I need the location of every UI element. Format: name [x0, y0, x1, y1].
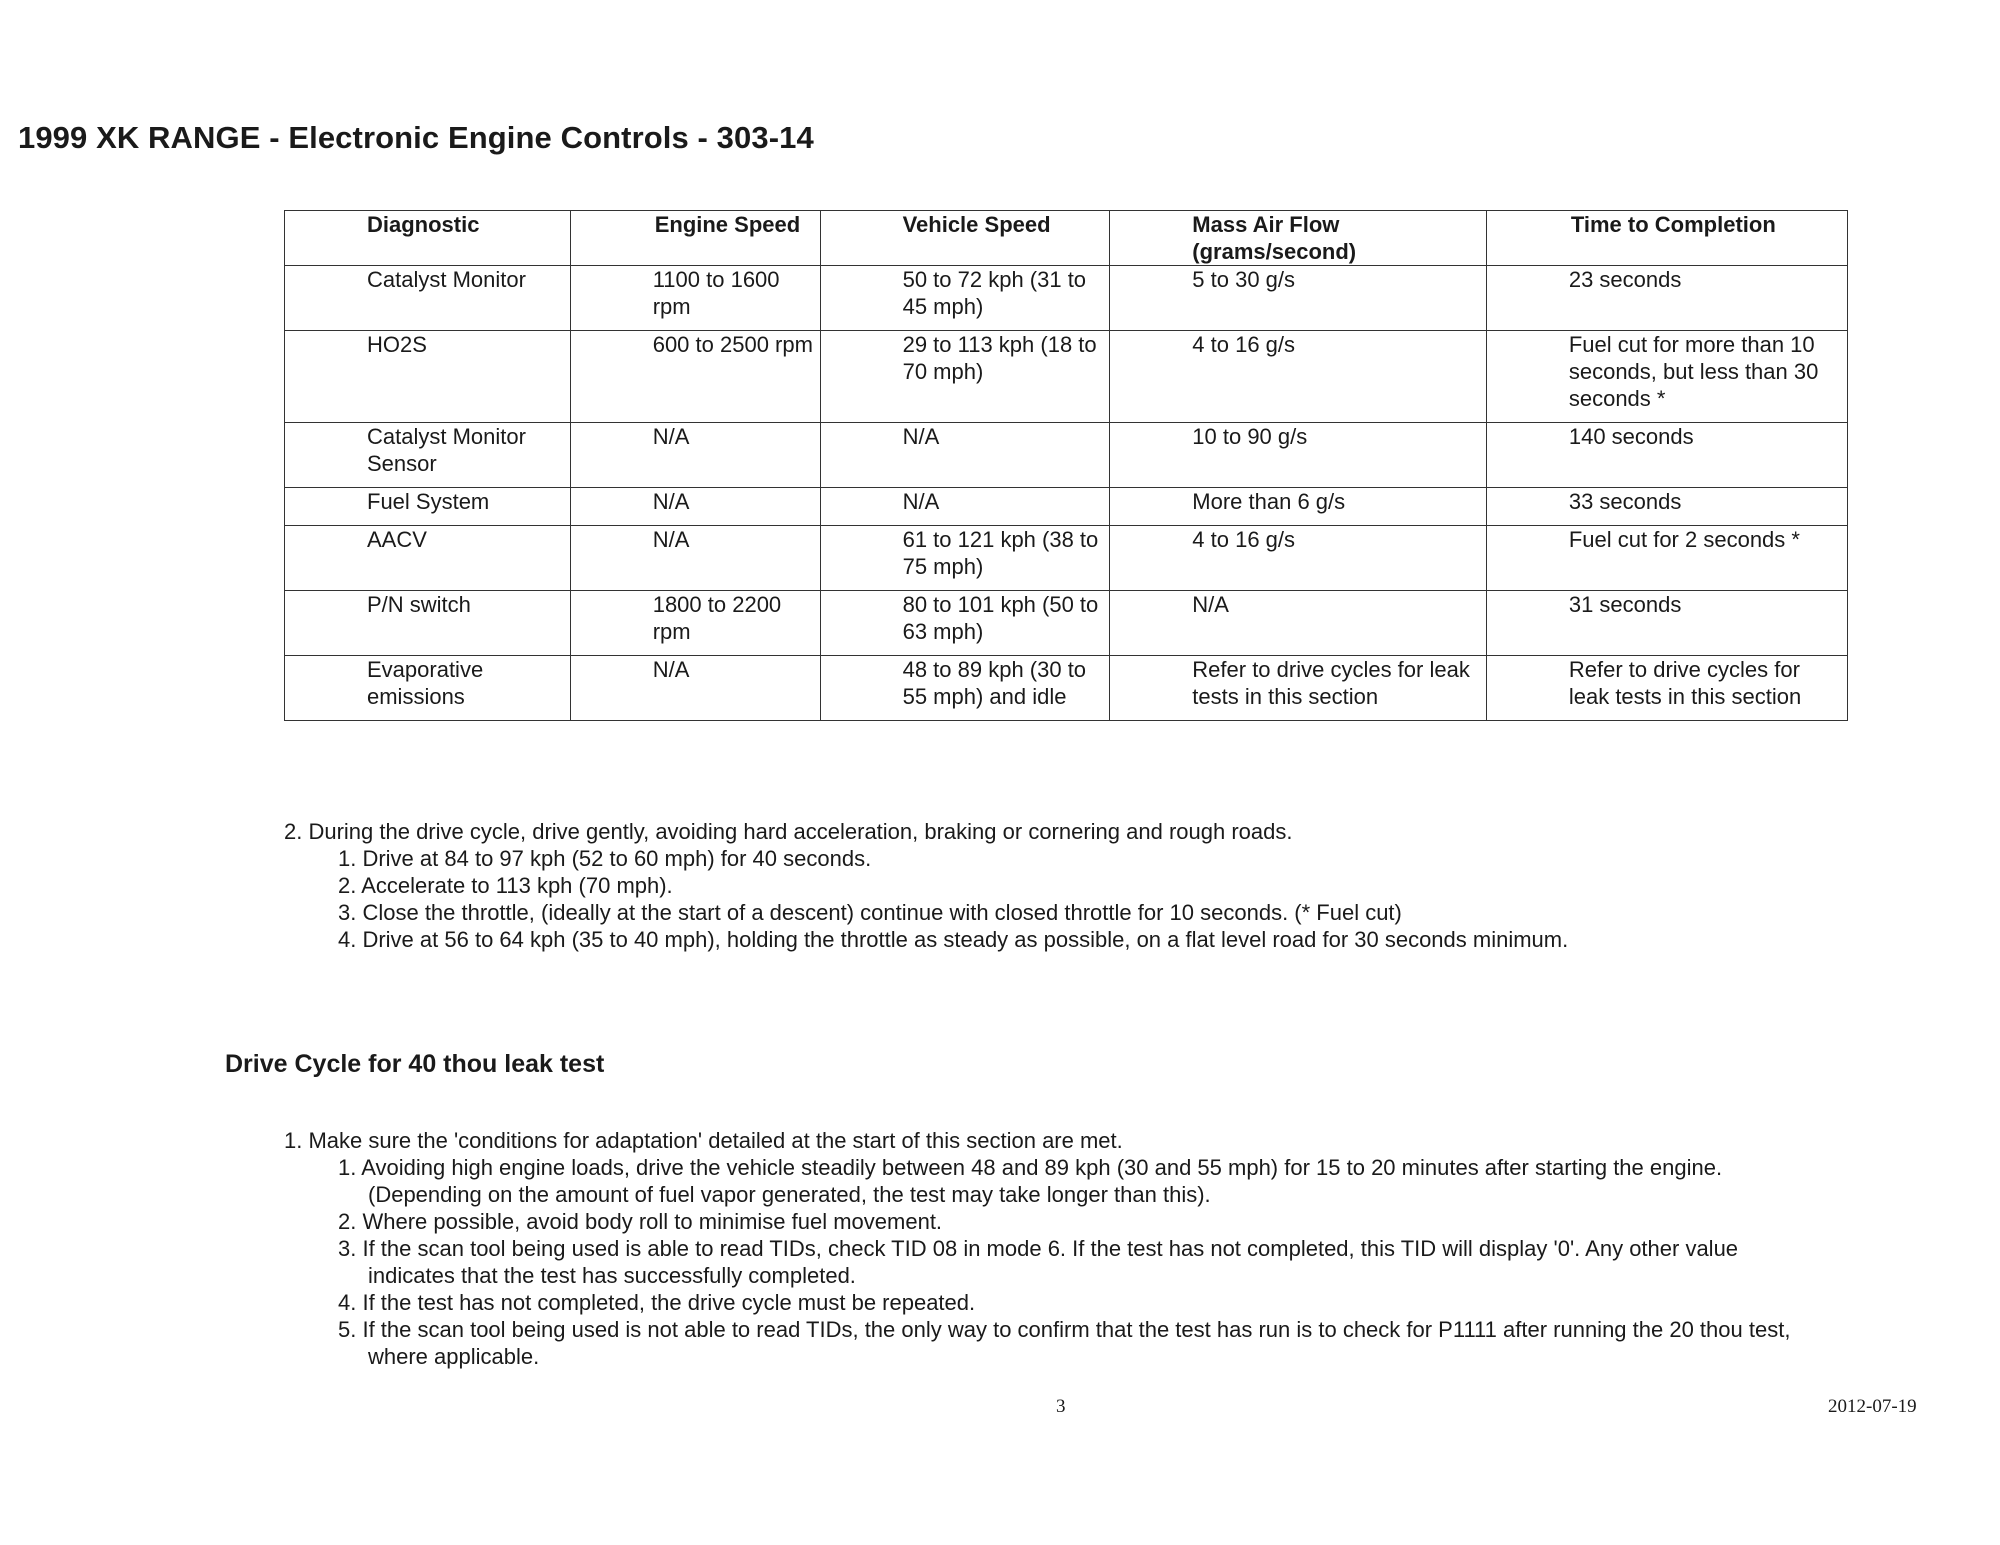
table-cell: 1100 to 1600 rpm: [570, 266, 820, 331]
table-cell: 5 to 30 g/s: [1110, 266, 1487, 331]
column-header-mass-air-flow: Mass Air Flow (grams/second): [1110, 211, 1487, 266]
table-cell: AACV: [285, 526, 571, 591]
table-cell: 23 seconds: [1486, 266, 1847, 331]
drive-cycle-instructions: [284, 818, 1568, 953]
table-cell: P/N switch: [285, 591, 571, 656]
table-cell: 4 to 16 g/s: [1110, 331, 1487, 423]
table-cell: N/A: [820, 423, 1110, 488]
table-cell: Evaporative emissions: [285, 656, 571, 721]
table-row: [285, 266, 1848, 331]
column-header-diagnostic: Diagnostic: [285, 211, 571, 266]
table-cell: 600 to 2500 rpm: [570, 331, 820, 423]
table-cell: Catalyst Monitor Sensor: [285, 423, 571, 488]
column-header-time-to-completion: Time to Completion: [1486, 211, 1847, 266]
table-cell: 31 seconds: [1486, 591, 1847, 656]
list-item: 1. Avoiding high engine loads, drive the vehicle steadily between 48 and 89 kph (30 and 55 mph) for 15 to 20 minutes after starting the engine.: [338, 1155, 1723, 1180]
table-row: [285, 591, 1848, 656]
list-item: 5. If the scan tool being used is not able to read TIDs, the only way to confirm that the test has run is to check for P1111 after running the 20 thou test,: [338, 1317, 1791, 1342]
table-cell: N/A: [1110, 591, 1487, 656]
table-row: [285, 488, 1848, 526]
table-cell: Refer to drive cycles for leak tests in this section: [1110, 656, 1487, 721]
diagnostic-table: [284, 210, 1848, 721]
table-cell: N/A: [570, 423, 820, 488]
table-cell: Fuel System: [285, 488, 571, 526]
table-cell: Fuel cut for 2 seconds *: [1486, 526, 1847, 591]
table-cell: Fuel cut for more than 10 seconds, but less than 30 seconds *: [1486, 331, 1847, 423]
list-item: 2. Where possible, avoid body roll to minimise fuel movement.: [338, 1209, 943, 1234]
table-cell: N/A: [570, 656, 820, 721]
table-cell: 10 to 90 g/s: [1110, 423, 1487, 488]
column-header-engine-speed: Engine Speed: [570, 211, 820, 266]
table-header-row: [285, 211, 1848, 266]
drive-cycle-step-list: [284, 845, 1568, 953]
list-item-continuation: indicates that the test has successfully completed.: [368, 1263, 856, 1288]
table-row: [285, 526, 1848, 591]
table-row: [285, 656, 1848, 721]
column-header-vehicle-speed: Vehicle Speed: [820, 211, 1110, 266]
table-cell: Catalyst Monitor: [285, 266, 571, 331]
list-item: 3. Close the throttle, (ideally at the start of a descent) continue with closed throttle for 10 seconds. (* Fuel cut): [338, 900, 1402, 925]
list-item-continuation: (Depending on the amount of fuel vapor generated, the test may take longer than this).: [368, 1182, 1211, 1207]
list-item: 4. Drive at 56 to 64 kph (35 to 40 mph), holding the throttle as steady as possible, on a flat level road for 30 seconds minimum.: [338, 927, 1569, 952]
leak-test-intro: 1. Make sure the 'conditions for adaptation' detailed at the start of this section are met.: [284, 1128, 1123, 1153]
list-item: 2. Accelerate to 113 kph (70 mph).: [338, 873, 673, 898]
list-item: 4. If the test has not completed, the drive cycle must be repeated.: [338, 1290, 976, 1315]
list-item-continuation: where applicable.: [368, 1344, 540, 1369]
footer-date: 2012-07-19: [1828, 1396, 1917, 1417]
table-cell: N/A: [570, 526, 820, 591]
table-cell: 1800 to 2200 rpm: [570, 591, 820, 656]
table-cell: Refer to drive cycles for leak tests in this section: [1486, 656, 1847, 721]
list-item: 3. If the scan tool being used is able to read TIDs, check TID 08 in mode 6. If the test has not completed, this TID will display '0'. Any other value: [338, 1236, 1739, 1261]
table-cell: 140 seconds: [1486, 423, 1847, 488]
table-cell: 48 to 89 kph (30 to 55 mph) and idle: [820, 656, 1110, 721]
list-item: 1. Drive at 84 to 97 kph (52 to 60 mph) for 40 seconds.: [338, 846, 872, 871]
table-cell: 61 to 121 kph (38 to 75 mph): [820, 526, 1110, 591]
section-heading: Drive Cycle for 40 thou leak test: [225, 1050, 605, 1078]
page-number: 3: [1056, 1396, 1066, 1417]
table-cell: 29 to 113 kph (18 to 70 mph): [820, 331, 1110, 423]
table-row: [285, 423, 1848, 488]
leak-test-step-list: [284, 1154, 1790, 1370]
table-cell: 80 to 101 kph (50 to 63 mph): [820, 591, 1110, 656]
table-cell: HO2S: [285, 331, 571, 423]
table-cell: More than 6 g/s: [1110, 488, 1487, 526]
table-cell: 4 to 16 g/s: [1110, 526, 1487, 591]
table-cell: N/A: [820, 488, 1110, 526]
table-cell: 33 seconds: [1486, 488, 1847, 526]
table-cell: 50 to 72 kph (31 to 45 mph): [820, 266, 1110, 331]
leak-test-instructions: [284, 1127, 1790, 1370]
table-row: [285, 331, 1848, 423]
table-cell: N/A: [570, 488, 820, 526]
drive-cycle-intro: 2. During the drive cycle, drive gently, avoiding hard acceleration, braking or cornering and rough roads.: [284, 819, 1293, 844]
page-title: 1999 XK RANGE - Electronic Engine Controls - 303-14: [18, 120, 814, 155]
